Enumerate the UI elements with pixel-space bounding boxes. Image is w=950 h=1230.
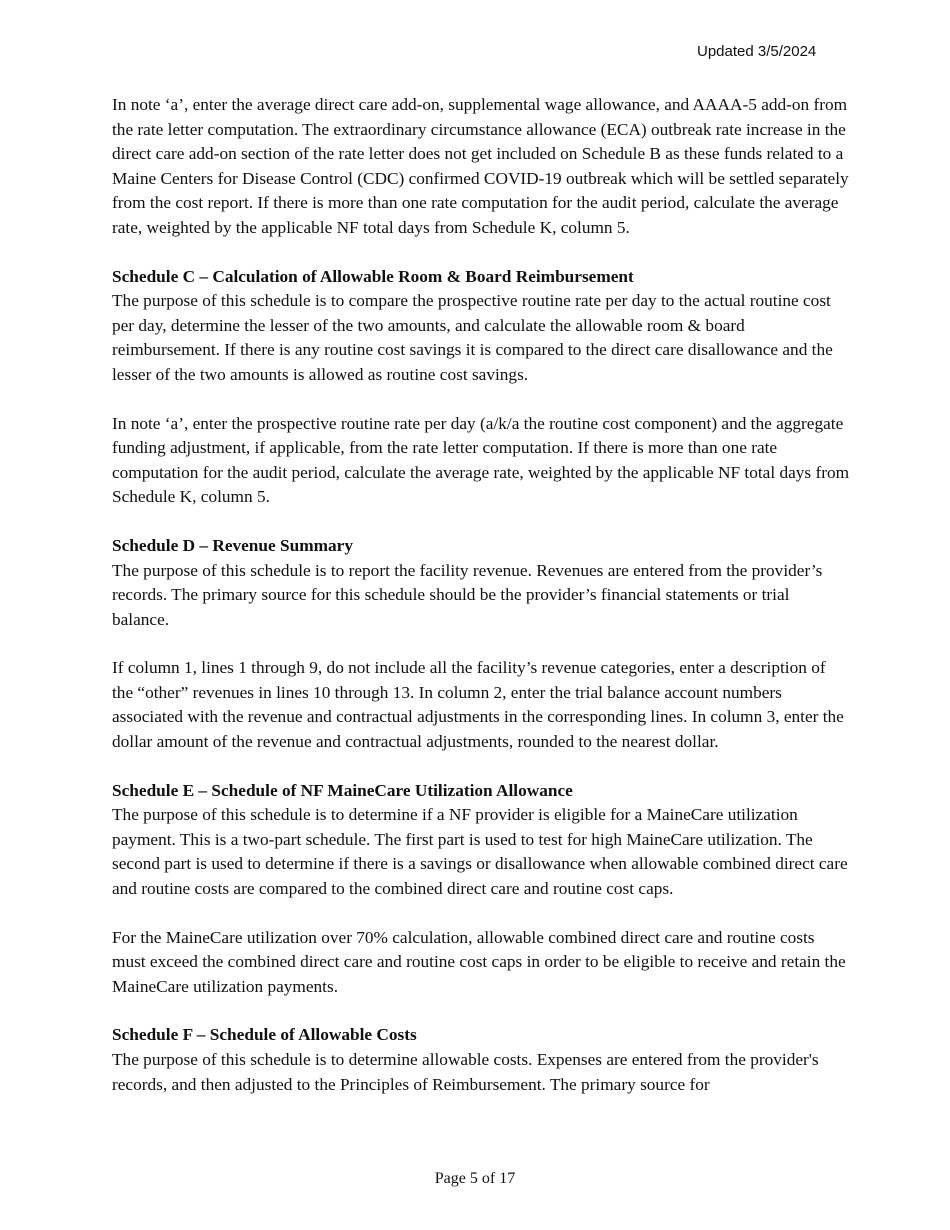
- paragraph-schedule-d-purpose: The purpose of this schedule is to report the facility revenue. Revenues are entered from the provider’s records. The primary source for this schedule should be the provider’s financial statements or trial balance.: [112, 560, 823, 629]
- paragraph-schedule-d-columns: If column 1, lines 1 through 9, do not include all the facility’s revenue categories, enter a description of the “other” revenues in lines 10 through 13. In column 2, enter the trial balance account numbers associated with the revenue and contractual adjustments in the corresponding lines. In column 3, enter the dollar amount of the revenue and contractual adjustments, rounded to the nearest dollar.: [112, 658, 844, 752]
- heading-schedule-f: Schedule F – Schedule of Allowable Costs: [112, 1025, 417, 1045]
- paragraph-schedule-f-purpose: The purpose of this schedule is to determine allowable costs. Expenses are entered from the provider's records, and then adjusted to the Principles of Reimbursement. The primary source for: [112, 1050, 819, 1094]
- document-body: [112, 93, 850, 1097]
- paragraph-schedule-e-purpose: The purpose of this schedule is to determine if a NF provider is eligible for a MaineCare utilization payment. This is a two-part schedule. The first part is used to test for high MaineCare utilization. The second part is used to determine if there is a savings or disallowance when allowable combined direct care and routine costs are compared to the combined direct care and routine cost caps.: [112, 805, 848, 899]
- heading-schedule-d: Schedule D – Revenue Summary: [112, 535, 353, 555]
- updated-date: Updated 3/5/2024: [697, 43, 817, 60]
- paragraph-schedule-c-purpose: The purpose of this schedule is to compare the prospective routine rate per day to the actual routine cost per day, determine the lesser of the two amounts, and calculate the allowable room & board reimbursement. If there is any routine cost savings it is compared to the direct care disallowance and the lesser of the two amounts is allowed as routine cost savings.: [112, 291, 833, 384]
- page-number: Page 5 of 17: [434, 1170, 516, 1187]
- paragraph-schedule-e-utilization: For the MaineCare utilization over 70% calculation, allowable combined direct care and routine costs must exceed the combined direct care and routine cost caps in order to be eligible to receive and retain the MaineCare utilization payments.: [112, 927, 846, 996]
- paragraph-note-a-schedule-b: In note ‘a’, enter the average direct care add-on, supplemental wage allowance, and AAAA-5 add-on from the rate letter computation. The extraordinary circumstance allowance (ECA) outbreak rate increase in the direct care add-on section of the rate letter does not get included on Schedule B as these funds related to a Maine Centers for Disease Control (CDC) confirmed COVID-19 outbreak which will be settled separately from the cost report. If there is more than one rate computation for the audit period, calculate the average rate, weighted by the applicable NF total days from Schedule K, column 5.: [112, 95, 849, 237]
- paragraph-schedule-c-note-a: In note ‘a’, enter the prospective routine rate per day (a/k/a the routine cost component) and the aggregate funding adjustment, if applicable, from the rate letter computation. If there is more than one rate computation for the audit period, calculate the average rate, weighted by the applicable NF total days from Schedule K, column 5.: [112, 413, 850, 507]
- heading-schedule-e: Schedule E – Schedule of NF MaineCare Utilization Allowance: [112, 780, 573, 800]
- heading-schedule-c: Schedule C – Calculation of Allowable Room & Board Reimbursement: [112, 266, 634, 286]
